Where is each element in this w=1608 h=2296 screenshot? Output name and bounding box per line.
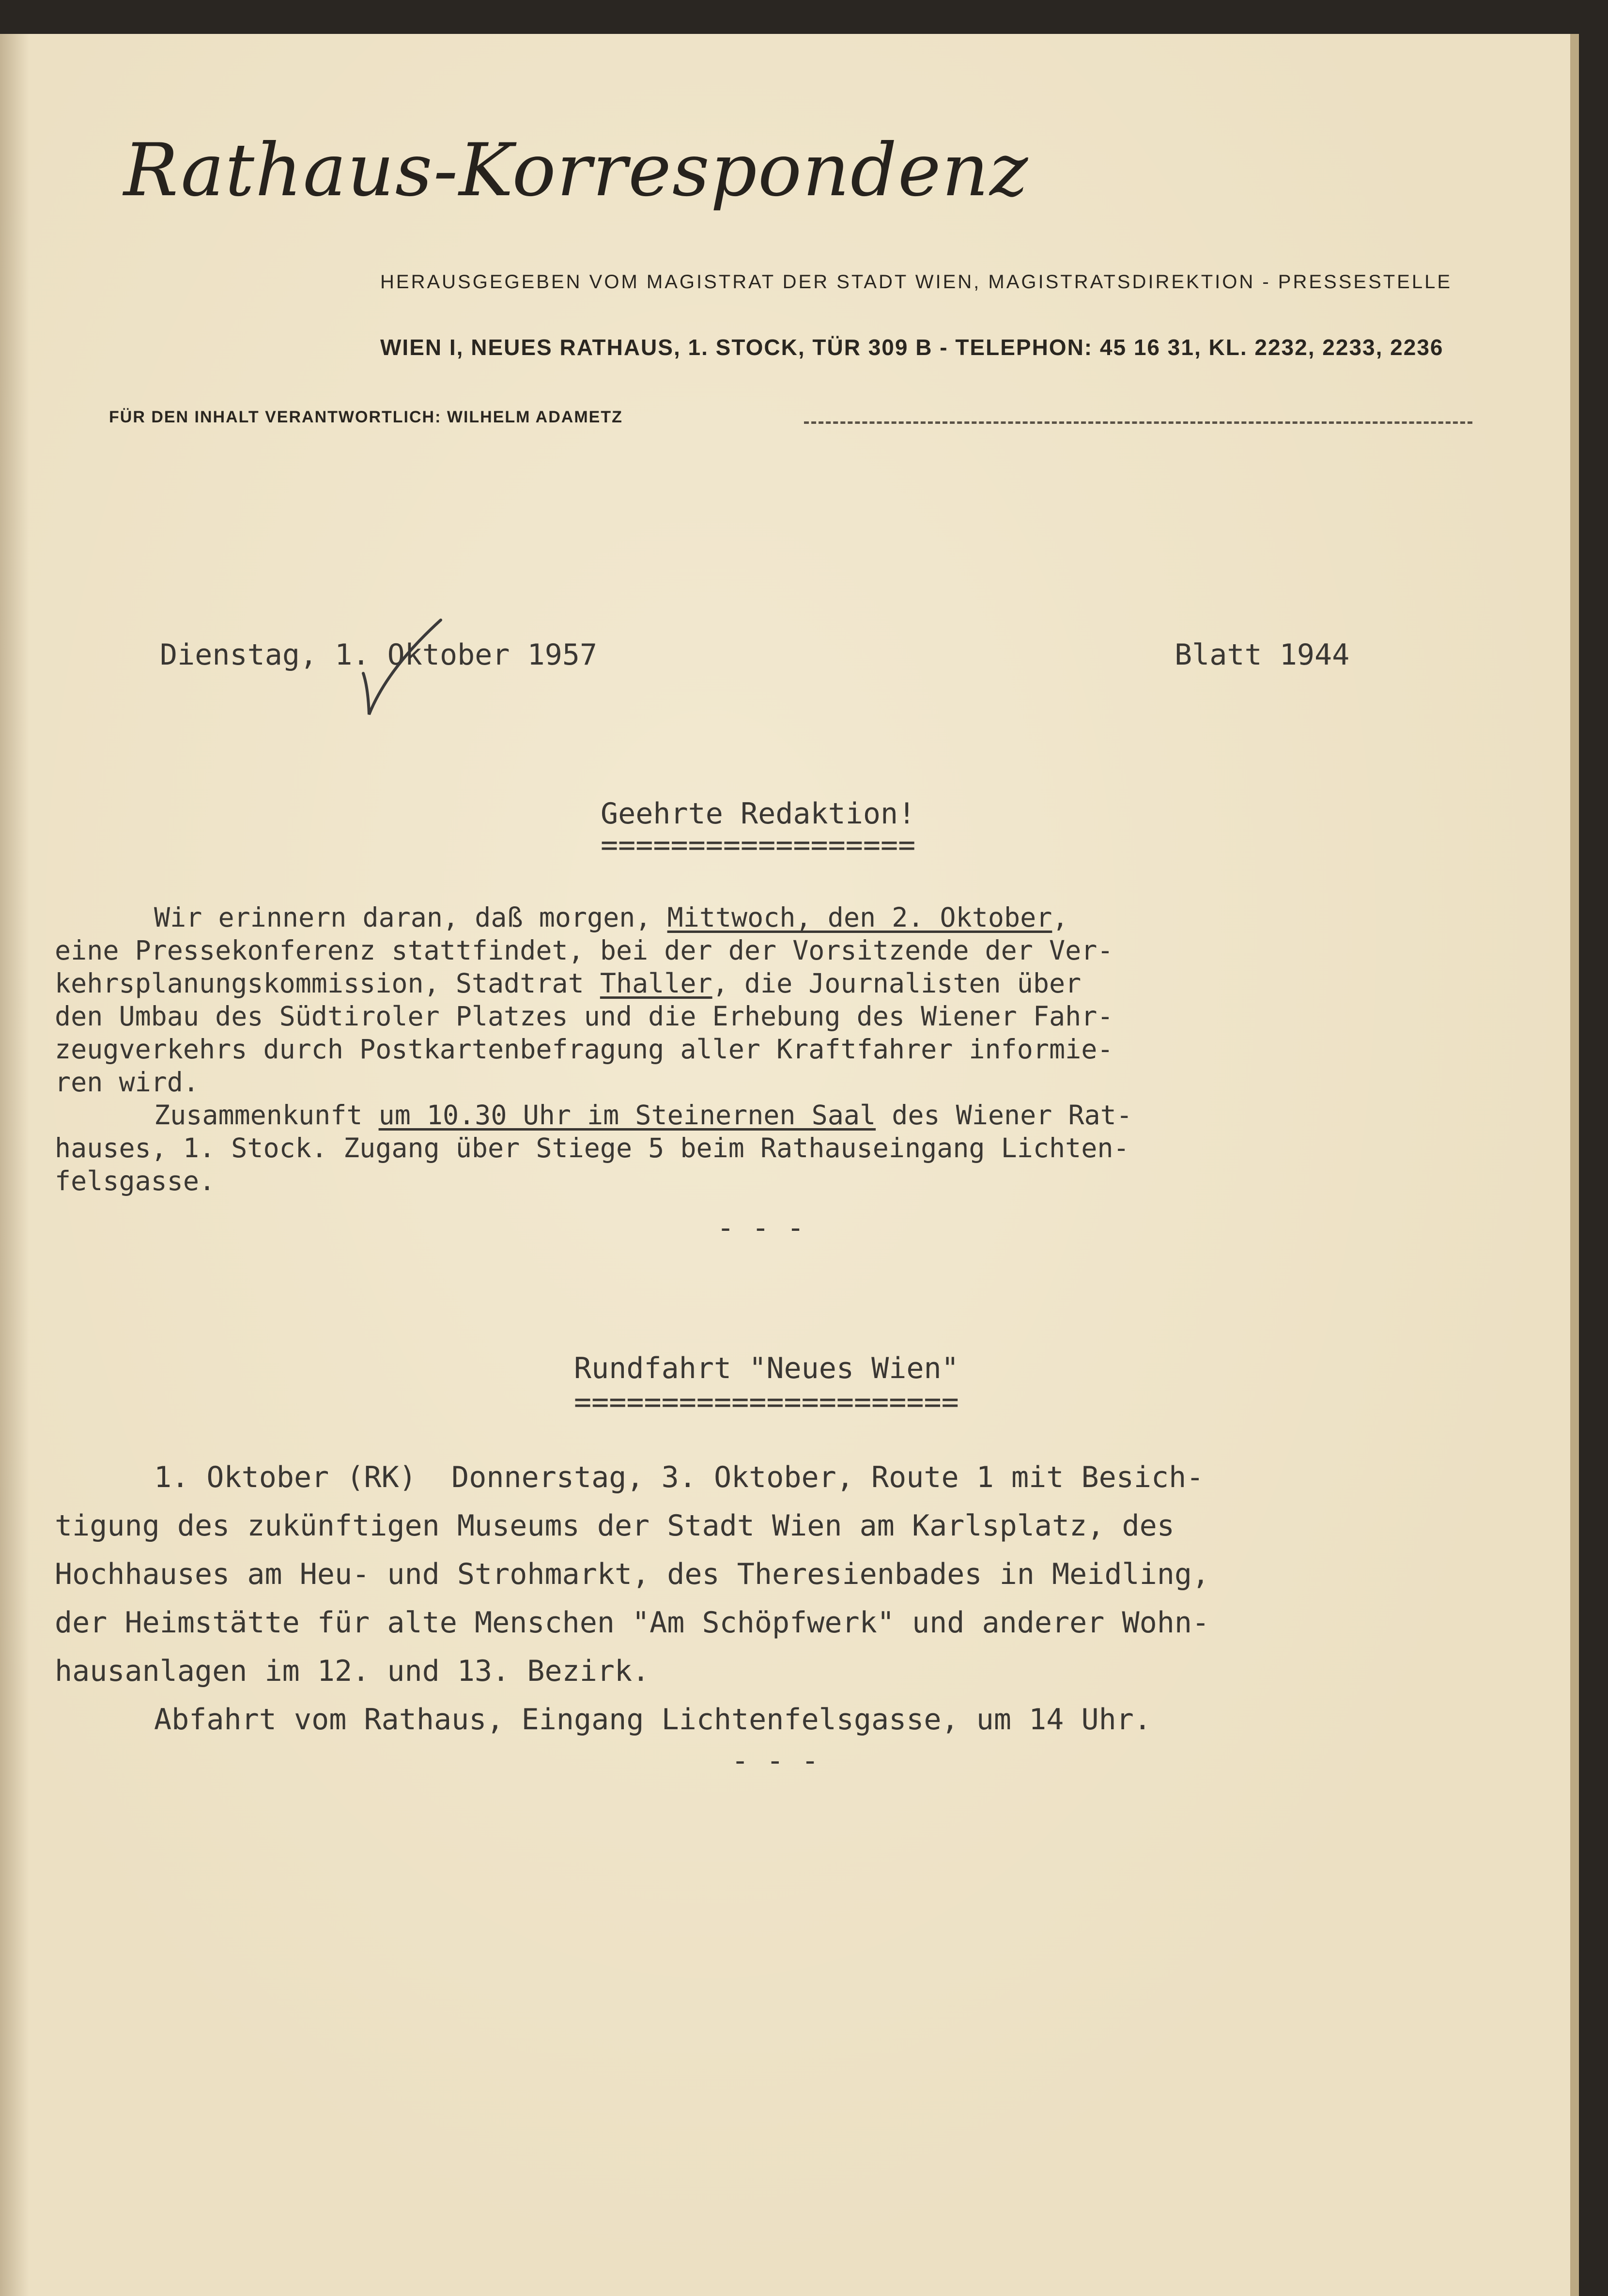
body-line — [55, 967, 1132, 1000]
body-line — [55, 1598, 1209, 1647]
body-line — [55, 1033, 1132, 1066]
section1-body — [55, 901, 1132, 1197]
body-text: tigung des zukünftigen Museums der Stadt Wien am Karlsplatz, des — [55, 1509, 1175, 1543]
section2-body — [55, 1453, 1210, 1744]
body-line — [55, 1132, 1132, 1164]
address-line: WIEN I, NEUES RATHAUS, 1. STOCK, TÜR 309 B - TELEPHON: 45 16 31, KL. 2232, 2233, 2236 — [380, 335, 1444, 360]
body-line — [154, 901, 1132, 934]
sheet-number: Blatt 1944 — [1175, 638, 1350, 672]
body-text: der Heimstätte für alte Menschen "Am Schöpfwerk" und anderer Wohn- — [55, 1606, 1210, 1640]
body-text: hausanlagen im 12. und 13. Bezirk. — [55, 1654, 650, 1688]
section2-separator: - - - — [731, 1744, 819, 1778]
body-text: felsgasse. — [55, 1165, 216, 1196]
body-line — [154, 1099, 1132, 1132]
body-line — [154, 1695, 1209, 1744]
body-text: hauses, 1. Stock. Zugang über Stiege 5 beim Rathauseingang Lichten- — [55, 1132, 1129, 1164]
document-page — [0, 34, 1579, 2296]
body-line — [55, 934, 1132, 967]
handwritten-check-mark — [358, 615, 446, 717]
body-text: 1. Oktober (RK) Donnerstag, 3. Oktober, Route 1 mit Besich- — [154, 1460, 1204, 1494]
underlined-text: Mittwoch, den 2. Oktober — [667, 902, 1052, 933]
date-text: Dienstag, 1. Oktober 1957 — [160, 638, 598, 672]
underlined-text: Thaller — [600, 968, 712, 999]
body-text: , die Journalisten über — [712, 968, 1082, 999]
responsible-line: FÜR DEN INHALT VERANTWORTLICH: WILHELM ADAMETZ — [109, 408, 623, 426]
body-text: Hochhauses am Heu- und Strohmarkt, des Theresienbades in Meidling, — [55, 1557, 1210, 1591]
body-text: ren wird. — [55, 1067, 200, 1098]
body-text: kehrsplanungskommission, Stadtrat — [55, 968, 600, 999]
body-text: zeugverkehrs durch Postkartenbefragung aller Kraftfahrer informie- — [55, 1034, 1113, 1065]
body-text: des Wiener Rat- — [876, 1100, 1132, 1131]
body-line — [55, 1066, 1132, 1099]
body-line — [55, 1647, 1209, 1695]
section1-separator: - - - — [717, 1211, 804, 1245]
body-text: den Umbau des Südtiroler Platzes und die Erhebung des Wiener Fahr- — [55, 1001, 1113, 1032]
section2-heading-underline: ====================== — [574, 1385, 959, 1419]
masthead-title: Rathaus-Korrespondenz — [124, 128, 1029, 213]
body-line — [154, 1453, 1209, 1502]
section1-heading: Geehrte Redaktion! — [601, 797, 916, 831]
publisher-line: HERAUSGEGEBEN VOM MAGISTRAT DER STADT WIEN, MAGISTRATSDIREKTION - PRESSESTELLE — [380, 271, 1453, 293]
body-text: eine Pressekonferenz stattfindet, bei der der Vorsitzende der Ver- — [55, 935, 1113, 966]
section2-heading: Rundfahrt "Neues Wien" — [574, 1351, 959, 1385]
body-line — [55, 1502, 1209, 1550]
body-text: Zusammenkunft — [154, 1100, 379, 1131]
body-text: Wir erinnern daran, daß morgen, — [154, 902, 667, 933]
section1-heading-underline: ================== — [601, 828, 916, 862]
body-text: , — [1052, 902, 1068, 933]
body-line — [55, 1000, 1132, 1033]
masthead-dashed-rule — [804, 421, 1472, 424]
page-edge — [1570, 34, 1579, 2296]
underlined-text: um 10.30 Uhr im Steinernen Saal — [378, 1100, 876, 1131]
body-line — [55, 1550, 1209, 1598]
body-line — [55, 1164, 1132, 1197]
body-text: Abfahrt vom Rathaus, Eingang Lichtenfelsgasse, um 14 Uhr. — [154, 1703, 1152, 1737]
